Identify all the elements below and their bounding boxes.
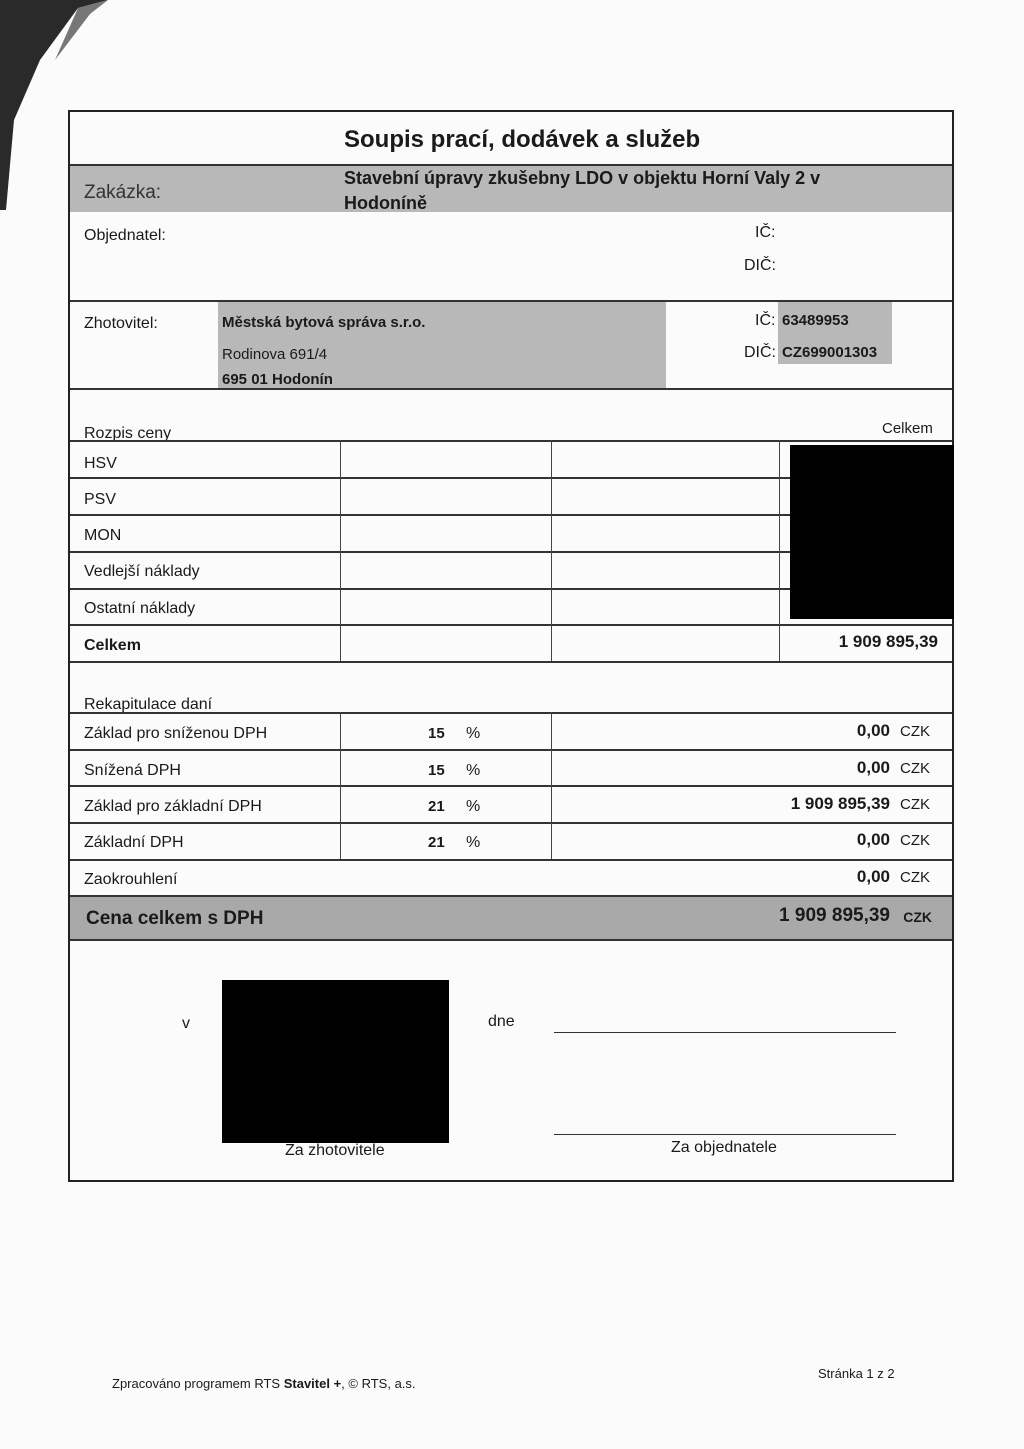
dane-pct-3: % [466, 798, 481, 815]
dane-cur-5: CZK [900, 869, 930, 886]
grand-total-label: Cena celkem s DPH [86, 908, 264, 929]
za-objednatele-label: Za objednatele [671, 1139, 777, 1156]
zakazka-label: Zakázka: [84, 182, 162, 203]
dane-cur-4: CZK [900, 832, 930, 849]
dane-amount-4: 0,00 [856, 830, 890, 849]
zhotovitel-ic-label: IČ: [755, 312, 776, 329]
redaction-block [790, 445, 954, 619]
grand-total-currency: CZK [903, 909, 932, 925]
page-title: Soupis prací, dodávek a služeb [344, 126, 701, 153]
rozpis-row-mon: MON [84, 527, 122, 544]
footer-left [112, 1376, 416, 1391]
zhotovitel-dic-label: DIČ: [744, 344, 776, 361]
zhotovitel-label: Zhotovitel: [84, 315, 158, 332]
dane-pct-2: % [466, 762, 481, 779]
zhotovitel-name: Městská bytová správa s.r.o. [222, 314, 426, 331]
objednatel-dic-label: DIČ: [744, 257, 776, 274]
objednatel-ic-label: IČ: [755, 224, 776, 241]
zakazka-line2: Hodoníně [344, 193, 427, 213]
dane-rate-4: 21 [428, 834, 445, 851]
dane-row-zaklad-zakladni: Základ pro základní DPH [84, 798, 262, 815]
dane-amount-2: 0,00 [856, 758, 890, 777]
rozpis-row-ostatni: Ostatní náklady [84, 600, 196, 617]
rozpis-celkem-header: Celkem [882, 420, 933, 437]
dane-row-zaklad-snizena: Základ pro sníženou DPH [84, 725, 268, 742]
dane-amount-5: 0,00 [856, 867, 890, 886]
dane-rate-2: 15 [428, 762, 445, 779]
dane-pct-4: % [466, 834, 481, 851]
rozpis-total-label: Celkem [84, 637, 141, 654]
signature-objednatel-line [554, 1134, 896, 1135]
dane-amount-1: 0,00 [856, 721, 890, 740]
page-number: Stránka 1 z 2 [818, 1366, 895, 1381]
dane-row-zaokrouhleni: Zaokrouhlení [84, 871, 178, 888]
objednatel-label: Objednatel: [84, 227, 166, 244]
zhotovitel-street: Rodinova 691/4 [222, 346, 328, 363]
rozpis-row-psv: PSV [84, 491, 117, 508]
zhotovitel-ic: 63489953 [782, 312, 849, 329]
dane-rate-3: 21 [428, 798, 445, 815]
footer-suffix: , © RTS, a.s. [341, 1376, 416, 1391]
rozpis-heading: Rozpis ceny [84, 425, 172, 442]
grand-total-value: 1 909 895,39 [779, 905, 890, 926]
zhotovitel-dic: CZ699001303 [782, 344, 878, 361]
dane-rate-1: 15 [428, 725, 445, 742]
dane-cur-2: CZK [900, 760, 930, 777]
zakazka-line1: Stavební úpravy zkušebny LDO v objektu Horní Valy 2 v [344, 168, 821, 188]
zhotovitel-city: 695 01 Hodonín [222, 371, 333, 388]
summary-form [68, 110, 954, 1182]
dane-amount-3: 1 909 895,39 [790, 794, 890, 813]
dane-cur-1: CZK [900, 723, 930, 740]
dane-cur-3: CZK [900, 796, 930, 813]
signature-place-label: v [182, 1015, 190, 1032]
za-zhotovitele-label: Za zhotovitele [285, 1142, 385, 1159]
rozpis-row-vedlejsi: Vedlejší náklady [84, 563, 200, 580]
rozpis-total-value: 1 909 895,39 [838, 632, 938, 651]
dane-row-zakladni: Základní DPH [84, 834, 184, 851]
rozpis-row-hsv: HSV [84, 455, 117, 472]
dane-pct-1: % [466, 725, 481, 742]
dane-row-snizena: Snížená DPH [84, 762, 181, 779]
signature-redaction [222, 980, 449, 1143]
dane-heading: Rekapitulace daní [84, 696, 213, 713]
footer-program: Stavitel + [283, 1376, 342, 1391]
footer-prefix: Zpracováno programem RTS [112, 1376, 284, 1391]
signature-date-label: dne [488, 1013, 515, 1030]
signature-date-line [554, 1032, 896, 1033]
